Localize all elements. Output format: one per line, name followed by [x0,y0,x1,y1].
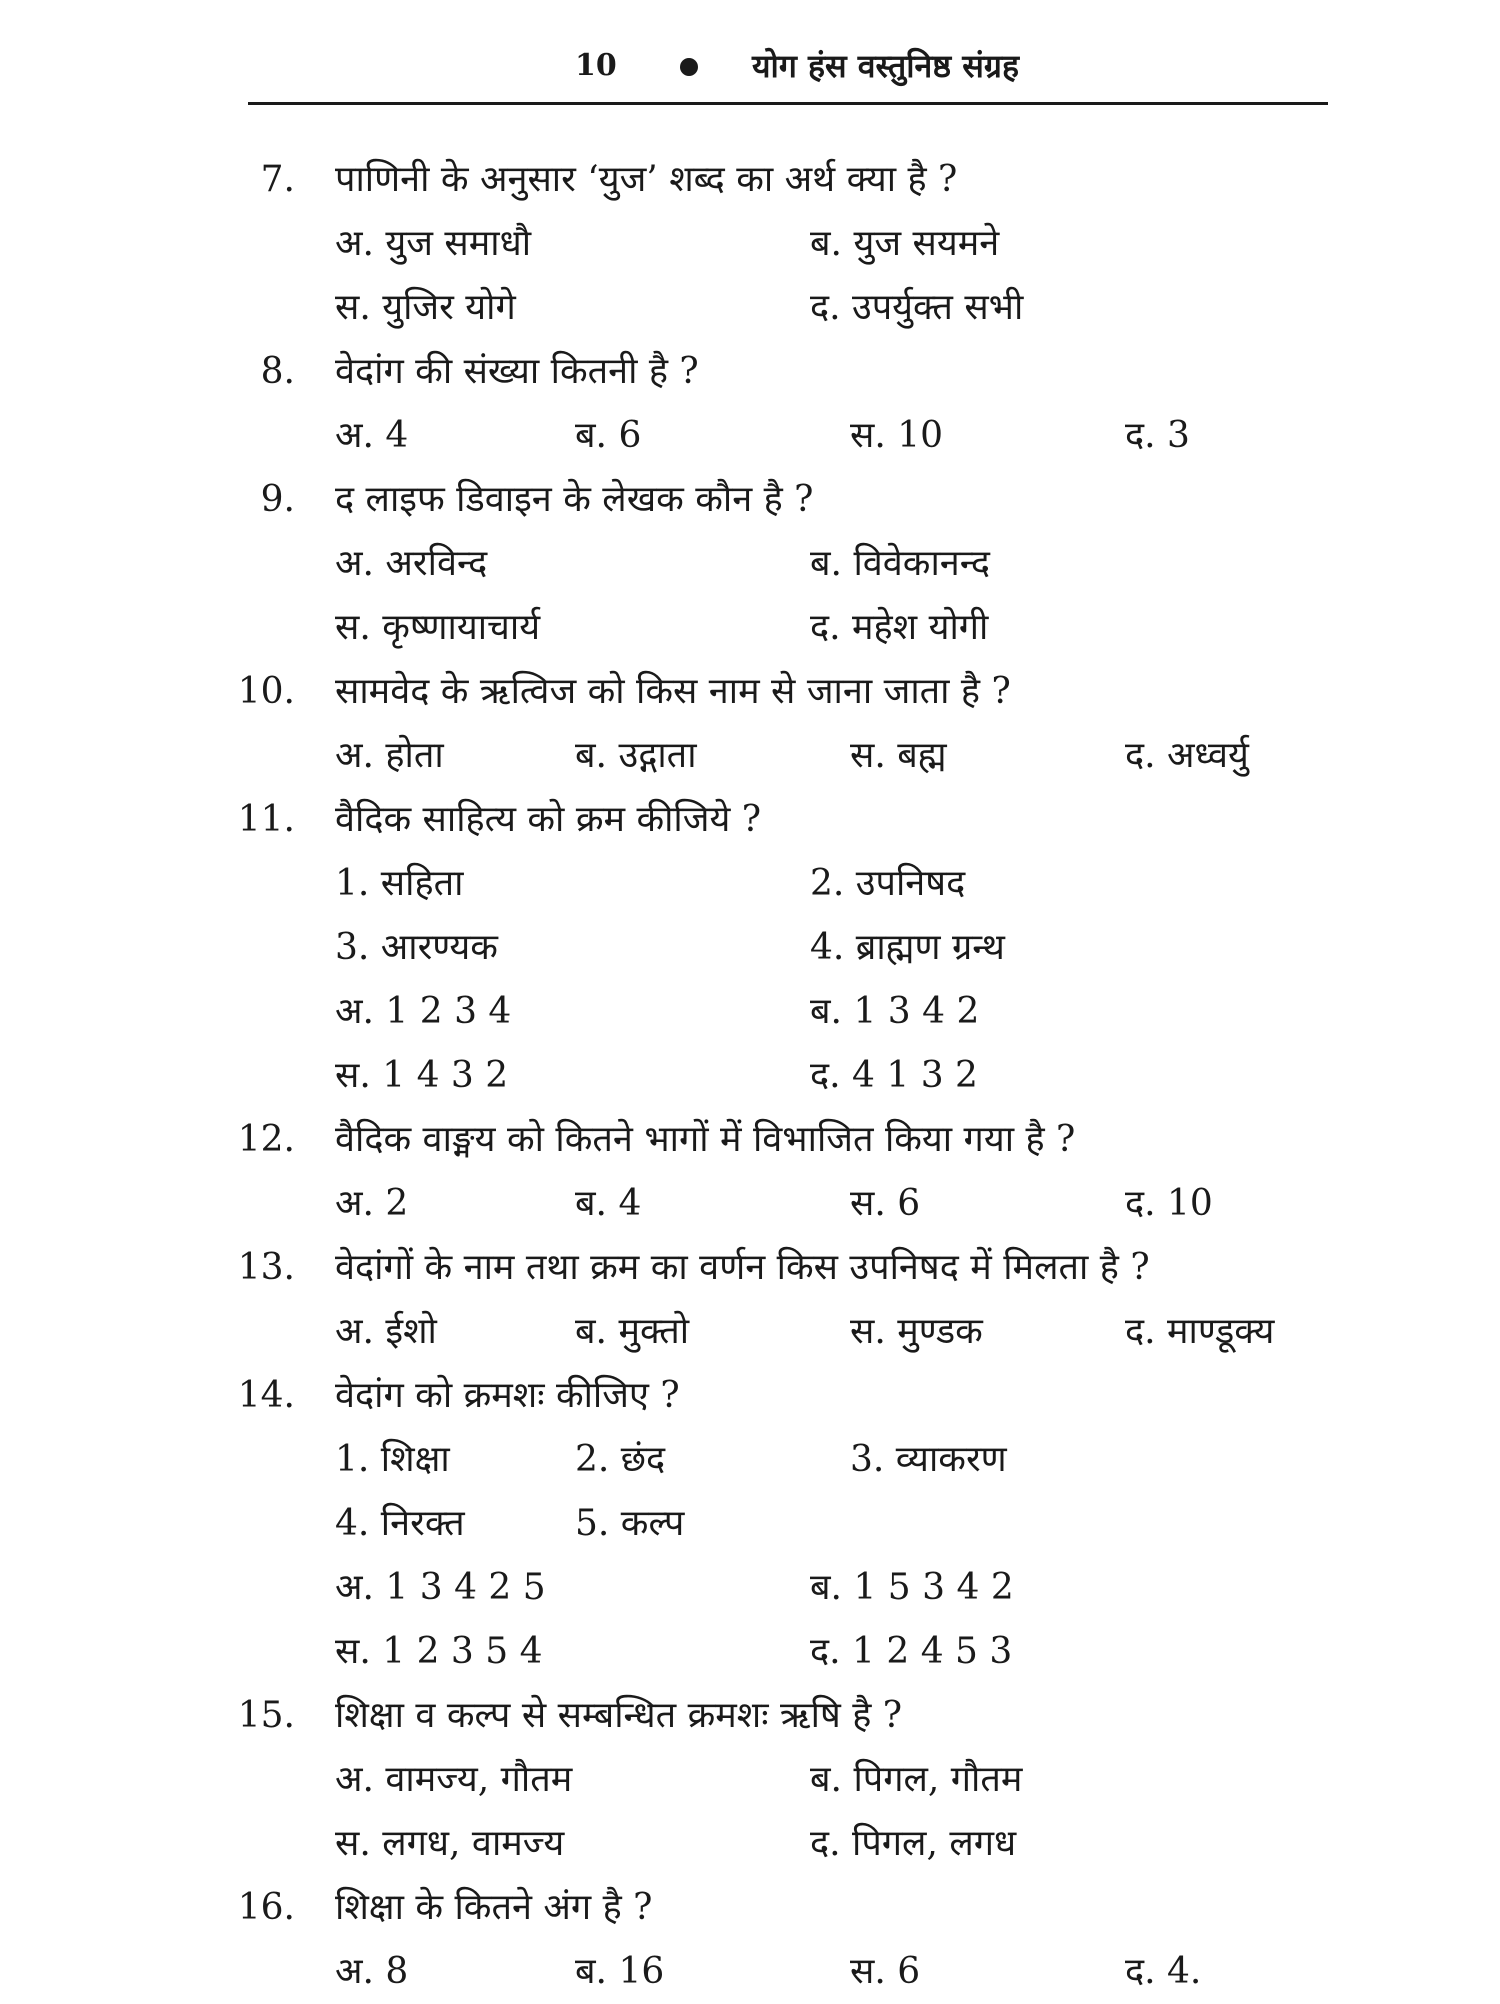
option-a: अ. होता [335,735,444,776]
question-text: पाणिनी के अनुसार ‘युज’ शब्द का अर्थ क्या है ? [335,159,958,200]
options-row [0,532,1500,596]
options-row [0,1748,1500,1812]
option-a: अ. 4 [335,415,409,456]
option-c: स. लगध, वामज्य [335,1823,565,1864]
options-row [0,1300,1500,1364]
question-number: 11. [237,799,295,840]
option-a: अ. 1 2 3 4 [335,991,512,1032]
option-d: द. 1 2 4 5 3 [810,1631,1013,1672]
option-c: स. कृष्णायाचार्य [335,607,541,648]
items-row [0,916,1500,980]
question-number: 14. [237,1375,295,1416]
question-number: 8. [260,351,295,392]
option-b: ब. 1 5 3 4 2 [810,1567,1014,1608]
question-10 [0,660,1500,724]
question-number: 15. [237,1695,295,1736]
option-d: द. 4 1 3 2 [810,1055,978,1096]
item-2: 2. छंद [575,1439,666,1480]
question-7 [0,148,1500,212]
options-row [0,1812,1500,1876]
option-b: ब. 1 3 4 2 [810,991,980,1032]
options-row [0,980,1500,1044]
option-c: स. बह्म [850,735,947,776]
options-row [0,404,1500,468]
option-b: ब. पिगल, गौतम [810,1759,1023,1800]
option-d: द. अध्वर्यु [1125,735,1249,776]
option-b: ब. मुक्तो [575,1311,690,1352]
options-row [0,1044,1500,1108]
question-number: 9. [260,479,295,520]
question-15 [0,1684,1500,1748]
option-a: अ. युज समाधौ [335,223,532,264]
item-1: 1. सहिता [335,863,464,904]
option-a: अ. वामज्य, गौतम [335,1759,573,1800]
question-text: शिक्षा के कितने अंग है ? [335,1887,653,1928]
option-c: स. 1 2 3 5 4 [335,1631,543,1672]
question-12 [0,1108,1500,1172]
option-b: ब. 6 [575,415,642,456]
options-row [0,276,1500,340]
option-b: ब. 16 [575,1951,665,1992]
option-b: ब. विवेकानन्द [810,543,990,584]
options-row [0,1172,1500,1236]
question-number: 7. [260,159,295,200]
option-d: द. उपर्युक्त सभी [810,287,1024,328]
question-8 [0,340,1500,404]
option-d: द. 3 [1125,415,1190,456]
item-4: 4. निरक्त [335,1503,465,1544]
page-header [0,40,1500,100]
question-text: वेदांगों के नाम तथा क्रम का वर्णन किस उपनिषद में मिलता है ? [335,1247,1150,1288]
page-number: 10 [575,48,617,83]
option-a: अ. 8 [335,1951,409,1992]
option-b: ब. 4 [575,1183,642,1224]
options-row [0,1620,1500,1684]
options-row [0,1556,1500,1620]
option-a: अ. ईशो [335,1311,437,1352]
book-title: योग हंस वस्तुनिष्ठ संग्रह [752,47,1019,85]
option-d: द. महेश योगी [810,607,989,648]
question-9 [0,468,1500,532]
question-number: 16. [237,1887,295,1928]
question-list [0,148,1500,2004]
item-2: 2. उपनिषद [810,863,966,904]
item-4: 4. ब्राह्मण ग्रन्थ [810,927,1005,968]
options-row [0,724,1500,788]
option-c: स. 6 [850,1951,921,1992]
question-text: वैदिक वाङ्मय को कितने भागों में विभाजित किया गया है ? [335,1119,1076,1160]
question-number: 13. [237,1247,295,1288]
option-a: अ. 1 3 4 2 5 [335,1567,546,1608]
option-c: स. 6 [850,1183,921,1224]
options-row [0,1940,1500,2004]
option-c: स. 1 4 3 2 [335,1055,509,1096]
question-11 [0,788,1500,852]
item-3: 3. व्याकरण [850,1439,1007,1480]
item-1: 1. शिक्षा [335,1439,450,1480]
question-16 [0,1876,1500,1940]
question-text: शिक्षा व कल्प से सम्बन्धित क्रमशः ऋषि है ? [335,1695,903,1736]
items-row [0,852,1500,916]
option-d: द. 10 [1125,1183,1213,1224]
options-row [0,596,1500,660]
item-3: 3. आरण्यक [335,927,498,968]
option-d: द. पिगल, लगध [810,1823,1017,1864]
question-number: 12. [237,1119,295,1160]
option-c: स. 10 [850,415,944,456]
question-text: वेदांग को क्रमशः कीजिए ? [335,1375,680,1416]
items-row [0,1492,1500,1556]
option-a: अ. अरविन्द [335,543,488,584]
option-d: द. 4. [1125,1951,1202,1992]
option-a: अ. 2 [335,1183,409,1224]
items-row [0,1428,1500,1492]
header-divider [248,102,1328,105]
question-text: वैदिक साहित्य को क्रम कीजिये ? [335,799,762,840]
question-13 [0,1236,1500,1300]
question-number: 10. [237,671,295,712]
question-text: वेदांग की संख्या कितनी है ? [335,351,699,392]
option-c: स. मुण्डक [850,1311,983,1352]
question-text: द लाइफ डिवाइन के लेखक कौन है ? [335,479,814,520]
bullet-icon [680,58,698,76]
item-5: 5. कल्प [575,1503,685,1544]
option-b: ब. उद्गाता [575,735,697,776]
option-b: ब. युज सयमने [810,223,1000,264]
question-text: सामवेद के ऋत्विज को किस नाम से जाना जाता है ? [335,671,1011,712]
option-c: स. युजिर योगे [335,287,516,328]
question-14 [0,1364,1500,1428]
options-row [0,212,1500,276]
option-d: द. माण्डूक्य [1125,1311,1275,1352]
